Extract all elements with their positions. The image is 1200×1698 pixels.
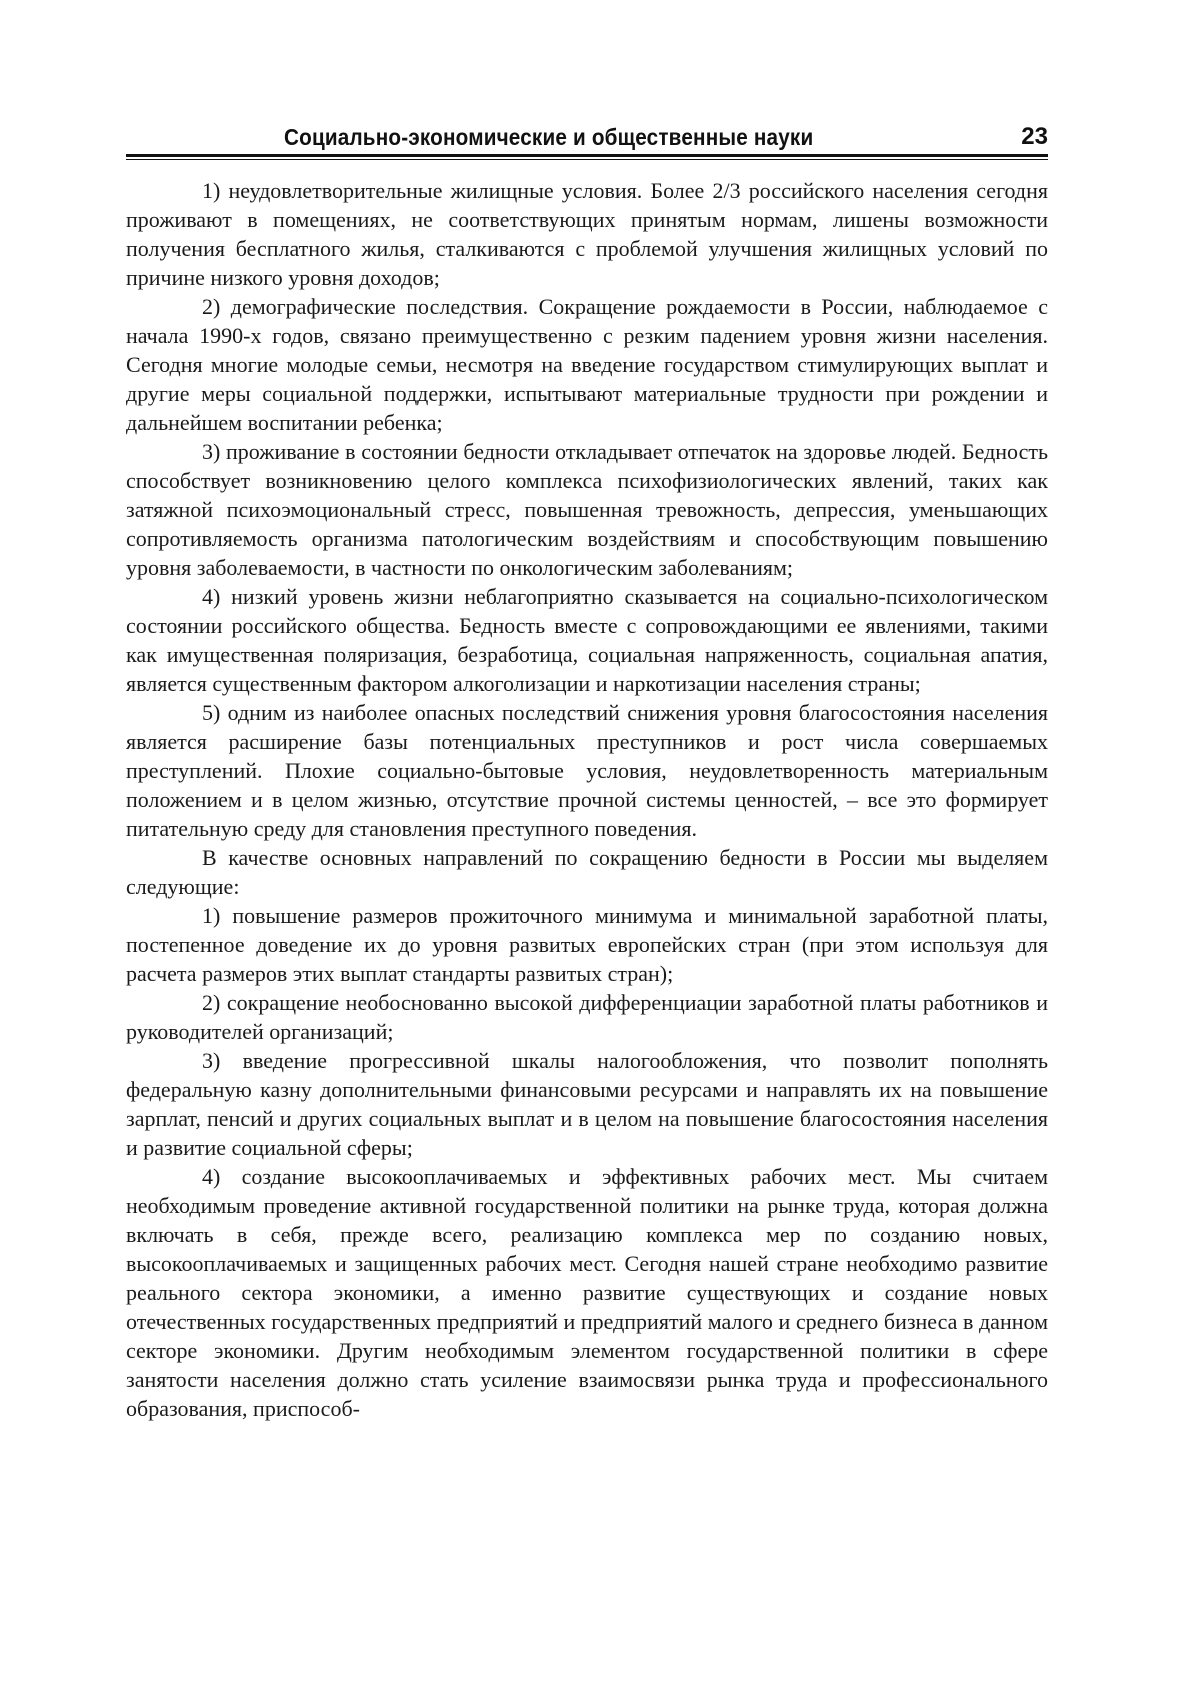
paragraph: В качестве основных направлений по сокращению бедности в России мы выделяем следующие: (126, 845, 1048, 899)
paragraph: 2) демографические последствия. Сокращение рождаемости в России, наблюдаемое с начала 1990-х годов, связано преимущественно с резким падением уровня жизни населения. Сегодня многие молодые семьи, несмотря на введение государством стимулирующих выплат и другие меры социальной поддержки, испытывают материальные трудности при рождении и дальнейшем воспитании ребенка; (126, 294, 1048, 435)
paragraph: 1) повышение размеров прожиточного минимума и минимальной заработной платы, постепенное доведение их до уровня развитых европейских стран (при этом используя для расчета размеров этих выплат стандарты развитых стран); (126, 903, 1048, 986)
paragraph: 3) проживание в состоянии бедности откладывает отпечаток на здоровье людей. Бедность способствует возникновению целого комплекса психофизиологических явлений, таких как затяжной психоэмоциональный стресс, повышенная тревожность, депрессия, уменьшающих сопротивляемость организма патологическим воздействиям и способствующим повышению уровня заболеваемости, в частности по онкологическим заболеваниям; (126, 439, 1048, 580)
paragraph: 4) создание высокооплачиваемых и эффективных рабочих мест. Мы считаем необходимым проведение активной государственной политики на рынке труда, которая должна включать в себя, прежде всего, реализацию комплекса мер по созданию новых, высокооплачиваемых и защищенных рабочих мест. Сегодня нашей стране необходимо развитие реального сектора экономики, а именно развитие существующих и создание новых отечественных государственных предприятий и предприятий малого и среднего бизнеса в данном секторе экономики. Другим необходимым элементом государственной политики в сфере занятости населения должно стать усиление взаимосвязи рынка труда и профессионального образования, приспособ- (126, 1164, 1048, 1421)
paragraph: 4) низкий уровень жизни неблагоприятно сказывается на социально-психологическом состоянии российского общества. Бедность вместе с сопровождающими ее явлениями, такими как имущественная поляризация, безработица, социальная напряженность, социальная апатия, является существенным фактором алкоголизации и наркотизации населения страны; (126, 584, 1048, 696)
section-title: Социально-экономические и общественные науки (284, 124, 814, 150)
header-rule (126, 154, 1048, 157)
body-text (126, 176, 1048, 1423)
paragraph: 5) одним из наиболее опасных последствий снижения уровня благосостояния населения является расширение базы потенциальных преступников и рост числа совершаемых преступлений. Плохие социально-бытовые условия, неудовлетворенность материальным положением и в целом жизнью, отсутствие прочной системы ценностей, – все это формирует питательную среду для становления преступного поведения. (126, 700, 1048, 841)
paragraph: 1) неудовлетворительные жилищные условия. Более 2/3 российского населения сегодня проживают в помещениях, не соответствующих принятым нормам, лишены возможности получения бесплатного жилья, сталкиваются с проблемой улучшения жилищных условий по причине низкого уровня доходов; (126, 178, 1048, 290)
header-rule-thin (126, 159, 1048, 160)
paragraph: 3) введение прогрессивной шкалы налогообложения, что позволит пополнять федеральную казну дополнительными финансовыми ресурсами и направлять их на повышение зарплат, пенсий и других социальных выплат и в целом на повышение благосостояния населения и развитие социальной сферы; (126, 1048, 1048, 1160)
page-number: 23 (1021, 123, 1048, 150)
paragraph: 2) сокращение необоснованно высокой дифференциации заработной платы работников и руководителей организаций; (126, 990, 1048, 1044)
running-header (126, 122, 1048, 160)
